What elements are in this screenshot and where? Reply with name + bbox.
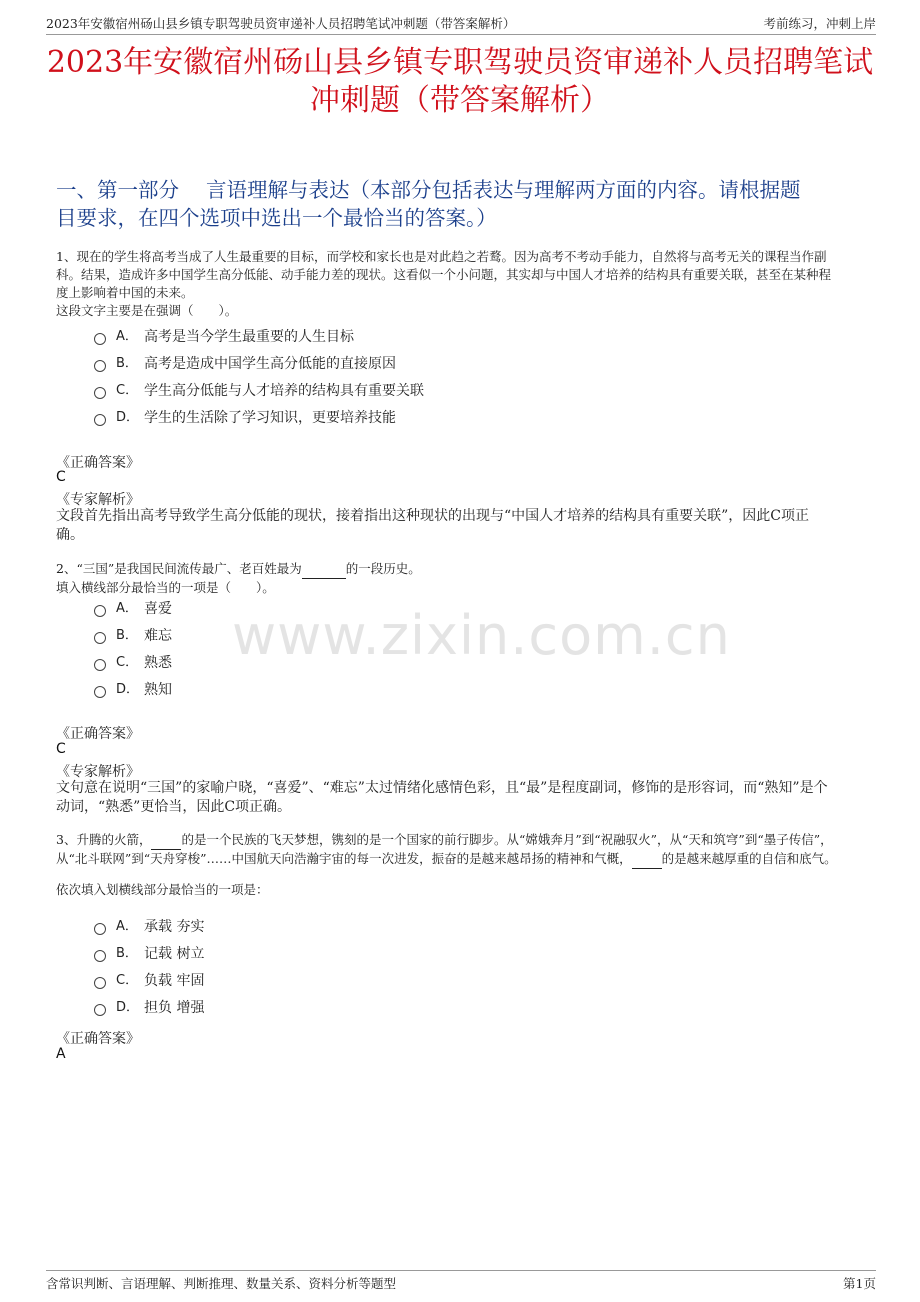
radio-icon[interactable]	[94, 360, 106, 372]
option-text: 担负 增强	[144, 1000, 205, 1016]
radio-icon[interactable]	[94, 387, 106, 399]
option-label: A．	[116, 601, 138, 616]
explanation-line: 文段首先指出高考导致学生高分低能的现状，接着指出这种现状的出现与“中国人才培养的结构具有重要关联”，因此C项正	[56, 508, 810, 524]
stem-text: 从“北斗联网”到“天舟穿梭”……中国航天向浩瀚宇宙的每一次进发，振奋的是越来越昂扬的精神和气概，	[56, 851, 632, 866]
question-2-option-b[interactable]	[94, 627, 172, 645]
option-label: D．	[116, 1000, 140, 1015]
answer-label: 《正确答案》	[56, 726, 140, 742]
answer-label: 《正确答案》	[56, 1031, 140, 1047]
explanation-line: 确。	[56, 527, 84, 543]
option-text: 喜爱	[144, 601, 172, 617]
option-text: 承载 夯实	[144, 919, 205, 935]
radio-icon[interactable]	[94, 414, 106, 426]
footer-description: 含常识判断、言语理解、判断推理、数量关系、资料分析等题型	[46, 1276, 397, 1291]
option-text: 高考是当今学生最重要的人生目标	[144, 329, 354, 345]
question-3-option-b[interactable]	[94, 945, 204, 963]
question-2-option-c[interactable]	[94, 654, 172, 672]
question-stem-line	[56, 831, 866, 850]
document-title	[40, 44, 880, 120]
stem-text: 2、“三国”是我国民间流传最广、老百姓最为	[56, 561, 302, 576]
option-text: 高考是造成中国学生高分低能的直接原因	[144, 356, 396, 372]
section-heading-line-1: 一、第一部分 言语理解与表达（本部分包括表达与理解两方面的内容。请根据题	[56, 178, 801, 202]
question-stem-line: 依次填入划横线部分最恰当的一项是：	[56, 882, 269, 897]
stem-text: 的一段历史。	[345, 561, 421, 576]
question-2-option-a[interactable]	[94, 600, 172, 618]
option-label: C．	[116, 383, 139, 398]
option-label: C．	[116, 973, 139, 988]
question-1-option-a[interactable]	[94, 328, 354, 346]
page-footer	[46, 1270, 876, 1291]
option-text: 难忘	[144, 628, 172, 644]
header-slogan: 考前练习，冲刺上岸	[763, 16, 876, 31]
option-text: 学生高分低能与人才培养的结构具有重要关联	[144, 383, 424, 399]
question-3-option-c[interactable]	[94, 972, 204, 990]
question-stem-line	[56, 560, 866, 579]
answer-label: 《正确答案》	[56, 455, 140, 471]
title-line-1: 2023年安徽宿州砀山县乡镇专职驾驶员资审递补人员招聘笔试	[46, 45, 874, 80]
radio-icon[interactable]	[94, 605, 106, 617]
radio-icon[interactable]	[94, 950, 106, 962]
stem-text: 3、升腾的火箭，	[56, 832, 152, 847]
option-label: A．	[116, 329, 138, 344]
spacer	[56, 869, 866, 881]
radio-icon[interactable]	[94, 632, 106, 644]
stem-text: 的是越来越厚重的自信和底气。	[661, 851, 837, 866]
section-heading-line-2: 目要求，在四个选项中选出一个最恰当的答案。）	[56, 206, 497, 230]
watermark: www.zixin.com.cn	[232, 604, 731, 667]
option-text: 熟悉	[144, 655, 172, 671]
option-label: B．	[116, 628, 138, 643]
radio-icon[interactable]	[94, 1004, 106, 1016]
option-label: A．	[116, 919, 138, 934]
option-label: D．	[116, 682, 140, 697]
page-number: 第1页	[843, 1276, 876, 1291]
question-3-option-d[interactable]	[94, 999, 204, 1017]
question-stem-line: 科。结果，造成许多中国学生高分低能、动手能力差的现状。这看似一个小问题，其实却与中国人才培养的结构具有重要关联，甚至在某种程	[56, 267, 832, 282]
option-text: 记载 树立	[144, 946, 205, 962]
question-1-option-d[interactable]	[94, 409, 396, 427]
question-3-stem	[56, 831, 866, 899]
question-2-stem	[56, 560, 866, 597]
radio-icon[interactable]	[94, 923, 106, 935]
option-text: 负载 牢固	[144, 973, 205, 989]
option-label: B．	[116, 356, 138, 371]
question-stem-line	[56, 850, 866, 869]
answer-value: A	[56, 1046, 66, 1062]
question-1-stem	[56, 248, 866, 320]
question-2-explanation	[56, 779, 866, 817]
answer-value: C	[56, 469, 66, 485]
radio-icon[interactable]	[94, 659, 106, 671]
page-header	[46, 12, 876, 35]
radio-icon[interactable]	[94, 686, 106, 698]
title-line-2: 冲刺题（带答案解析）	[310, 83, 610, 118]
question-1-explanation	[56, 507, 866, 545]
explanation-label: 《专家解析》	[56, 492, 140, 508]
question-1-option-c[interactable]	[94, 382, 424, 400]
option-text: 学生的生活除了学习知识，更要培养技能	[144, 410, 396, 426]
radio-icon[interactable]	[94, 333, 106, 345]
question-stem-line: 度上影响着中国的未来。	[56, 285, 194, 300]
option-label: D．	[116, 410, 140, 425]
stem-text: 的是一个民族的飞天梦想，镌刻的是一个国家的前行脚步。从“嫦娥奔月”到“祝融驭火”，从“天和筑穹”到“墨子传信”，	[181, 832, 833, 847]
fill-blank	[632, 850, 662, 869]
question-stem-line: 填入横线部分最恰当的一项是（ ）。	[56, 580, 275, 595]
radio-icon[interactable]	[94, 977, 106, 989]
option-label: B．	[116, 946, 138, 961]
option-label: C．	[116, 655, 139, 670]
explanation-line: 文句意在说明“三国”的家喻户晓，“喜爱”、“难忘”太过情绪化感情色彩，且“最”是程度副词，修饰的是形容词，而“熟知”是个	[56, 780, 828, 796]
fill-blank	[302, 560, 346, 579]
option-text: 熟知	[144, 682, 172, 698]
question-stem-line: 这段文字主要是在强调（ ）。	[56, 303, 238, 318]
question-3-option-a[interactable]	[94, 918, 204, 936]
question-1-option-b[interactable]	[94, 355, 396, 373]
fill-blank	[151, 831, 181, 850]
header-document-title: 2023年安徽宿州砀山县乡镇专职驾驶员资审递补人员招聘笔试冲刺题（带答案解析）	[46, 16, 516, 31]
question-2-option-d[interactable]	[94, 681, 172, 699]
answer-value: C	[56, 741, 66, 757]
explanation-line: 动词，“熟悉”更恰当，因此C项正确。	[56, 799, 292, 815]
explanation-label: 《专家解析》	[56, 764, 140, 780]
question-stem-line: 1、现在的学生将高考当成了人生最重要的目标，而学校和家长也是对此趋之若鹜。因为高考不考动手能力，自然将与高考无关的课程当作副	[56, 249, 827, 264]
section-heading	[56, 176, 866, 232]
